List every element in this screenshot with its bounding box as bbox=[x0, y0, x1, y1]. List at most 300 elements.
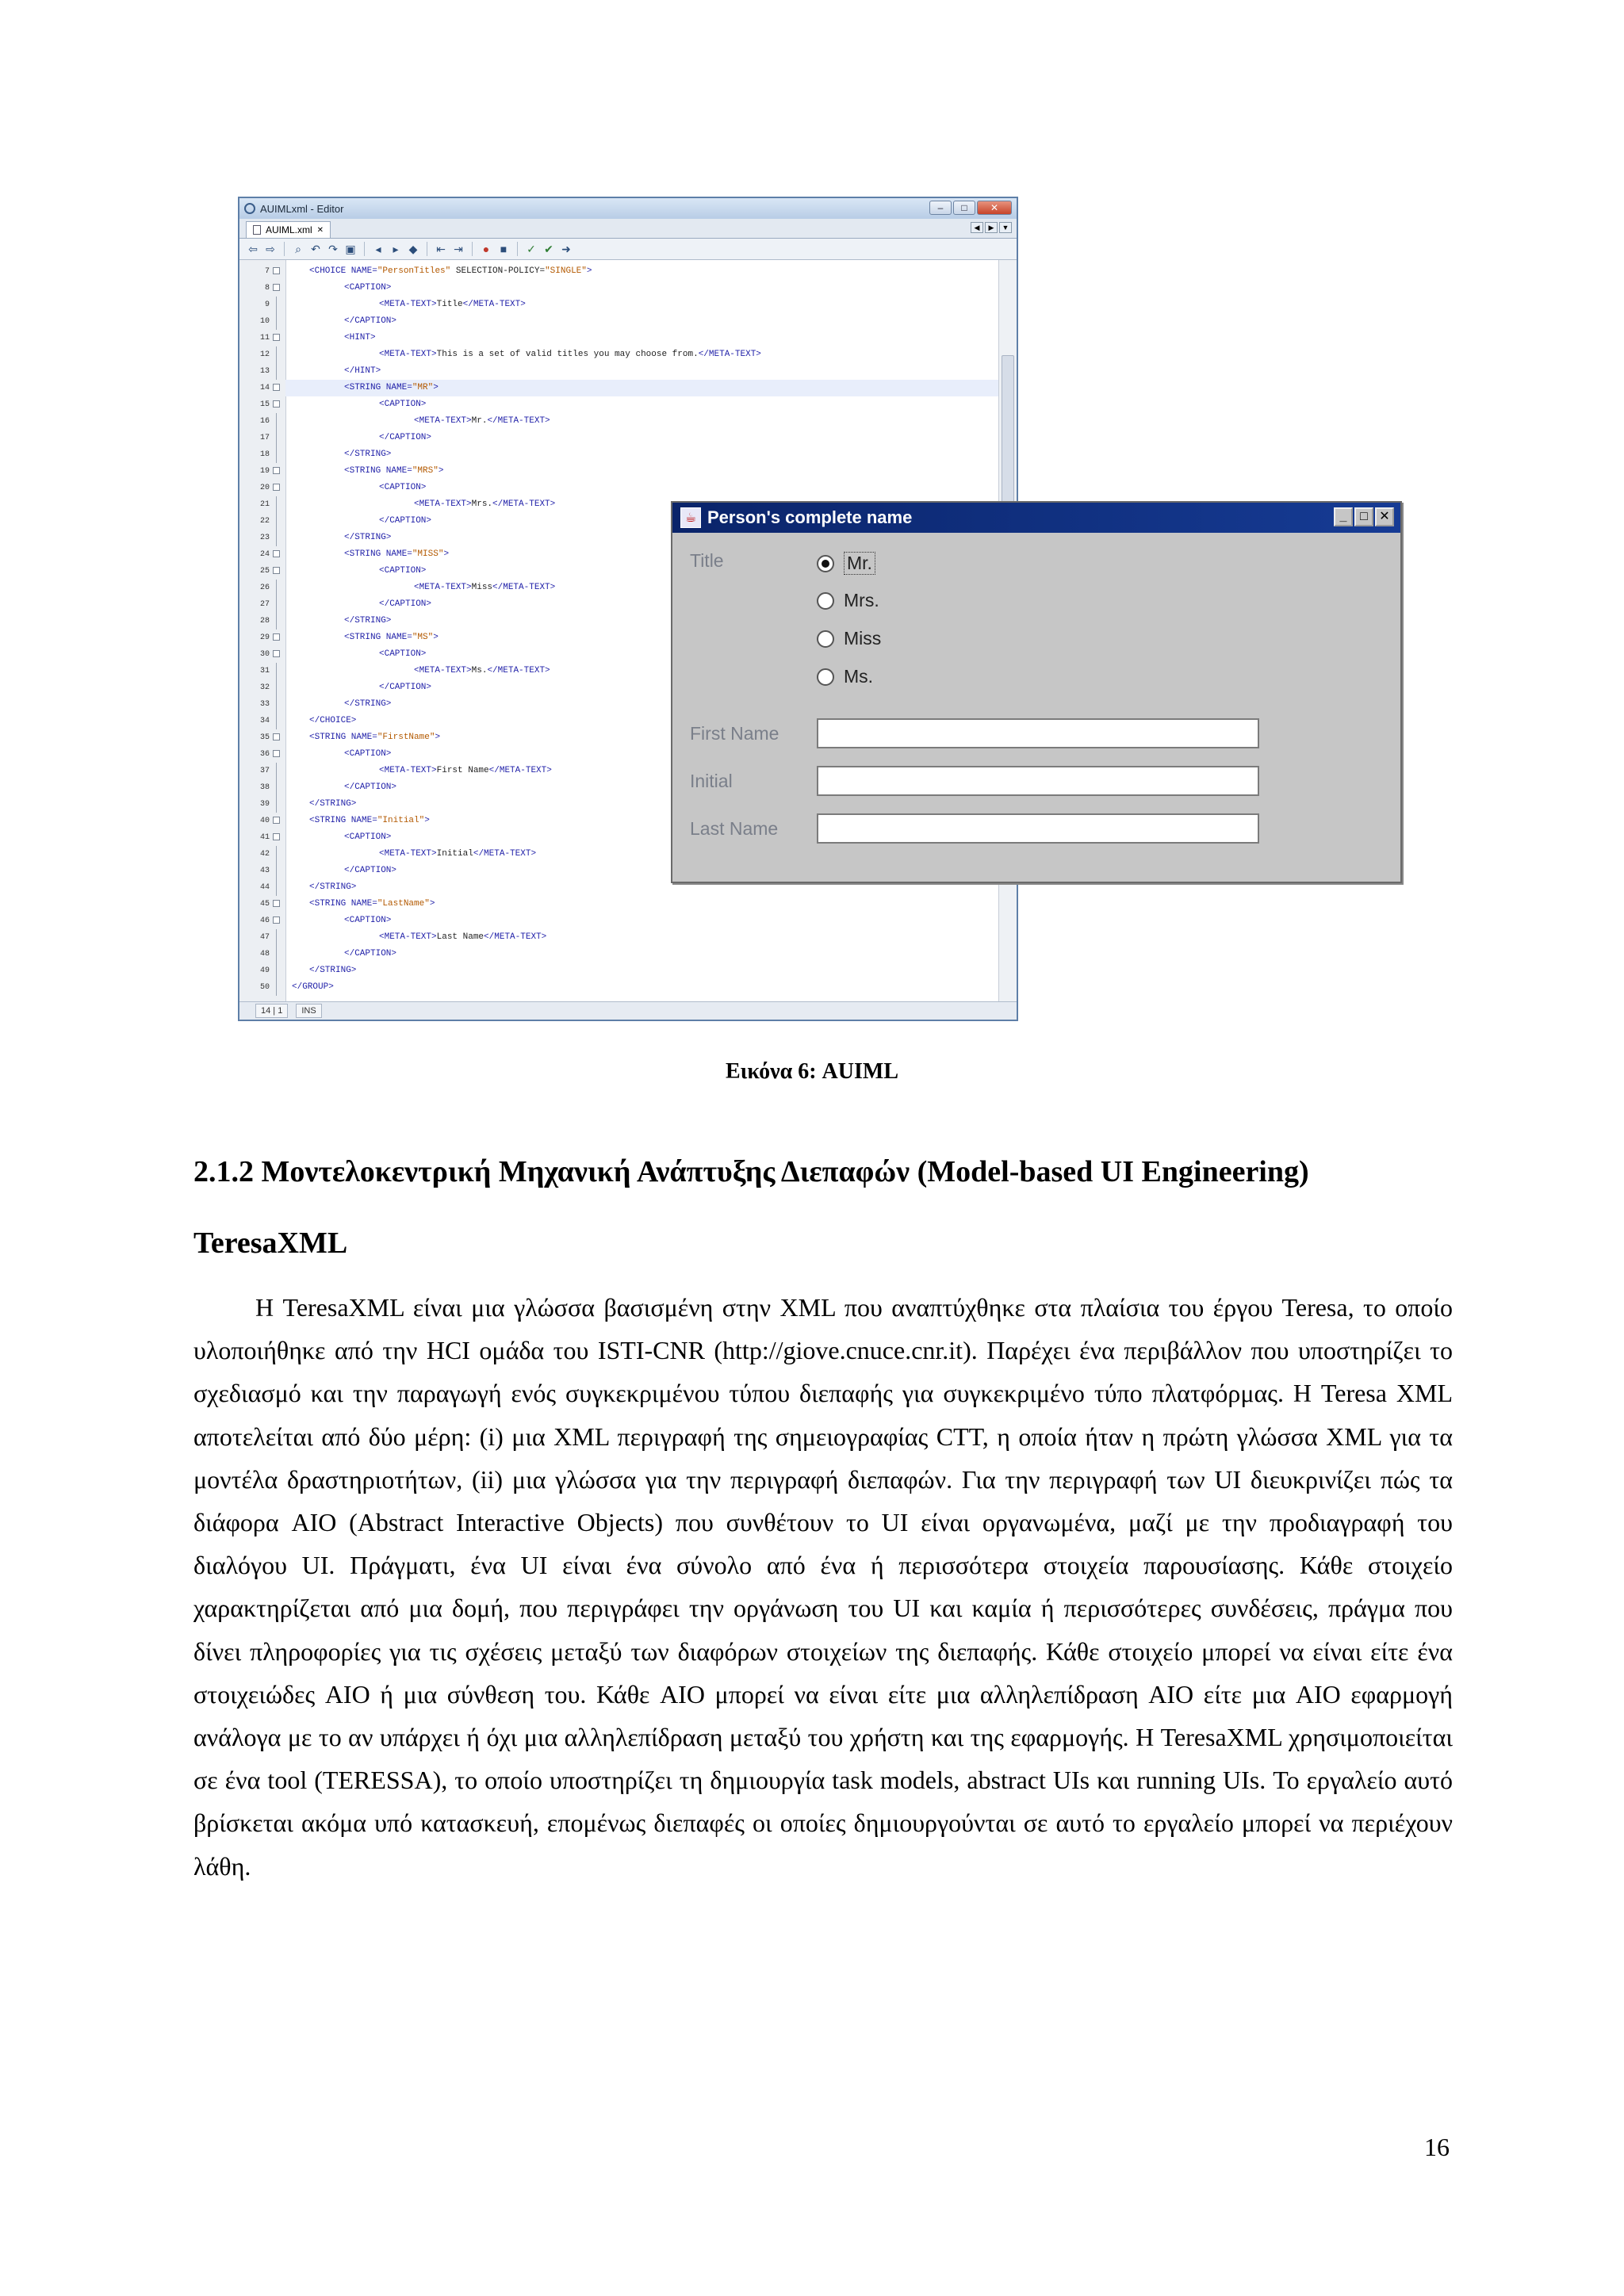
editor-toolbar bbox=[239, 239, 1017, 260]
line-number: 43 bbox=[259, 867, 270, 875]
fold-toggle-icon[interactable] bbox=[273, 267, 280, 274]
code-token: </CHOICE> bbox=[309, 716, 357, 725]
fold-guide bbox=[276, 696, 277, 713]
initial-label: Initial bbox=[690, 771, 733, 791]
code-text bbox=[338, 866, 396, 875]
code-token: </META-TEXT> bbox=[484, 932, 547, 942]
back-icon[interactable]: ⇦ bbox=[248, 242, 258, 255]
body-paragraph: Η TeresaXML είναι μια γλώσσα βασισμένη στην XML που αναπτύχθηκε στα πλαίσια του έργου Teresa, το οποίο υλοποιήθηκε από την HCI ομάδα του ISTI-CNR (http://giove.cnuce.cnr.it). Παρέχει ένα περιβάλλον που υποστηρίζει το σχεδιασμό και την παραγωγή ενός συγκεκριμένου τύπου διεπαφής για συγκεκριμένο τύπο πλατφόρμας. Η Teresa XML αποτελείται από δύο μέρη: (i) μια XML περιγραφή της σημειογραφίας CTT, η οποία ήταν η πρώτη γλώσσα XML για τα μοντέλα δραστηριοτήτων, (ii) μια γλώσσα για την περιγραφή διεπαφών. Για την περιγραφή των UI διευκρινίζει πώς τα διάφορα AIO (Abstract Interactive Objects) που συνθέτουν το UI είναι οργανωμένα, μαζί με την προδιαγραφή του διαλόγου UI. Πράγματι, ένα UI είναι ένα σύνολο από ένα ή περισσότερα στοιχεία παρουσίασης. Κάθε στοιχείο χαρακτηρίζεται από μια δομή, που περιγράφει την οργάνωση του UI και καμία ή περισσότερες συνδέσεις, πράγμα που δίνει πληροφορίες για τις σχέσεις μεταξύ των διαφόρων στοιχείων της διεπαφής. Κάθε στοιχείο μπορεί να είναι είτε ένα στοιχειώδες AIO ή μια σύνθεση του. Κάθε AIO μπορεί να είναι είτε μια αλληλεπίδραση AIO είτε μια AIO εφαρμογή ανάλογα με το αν υπάρχει ή όχι μια αλληλεπίδραση μεταξύ του χρήστη και της εφαρμογής. Η TeresaXML χρησιμοποιείται σε ένα tool (TERESSA), το οποίο υποστηρίζει τη δημιουργία task models, abstract UIs και running UIs. Το εργαλείο αυτό βρίσκεται ακόμα υπό κατασκευή, επομένως διεπαφές οι οποίες δημιουργούνται σε αυτό το εργαλείο μπορεί να περιέχουν λάθη. bbox=[193, 1293, 1454, 1881]
code-token: <META-TEXT> bbox=[414, 416, 472, 426]
fold-guide bbox=[276, 979, 277, 996]
line-number: 49 bbox=[259, 966, 270, 975]
fold-guide bbox=[276, 879, 277, 896]
dialog-title-bar bbox=[672, 503, 1400, 533]
code-token: <STRING NAME= bbox=[309, 899, 377, 909]
radio-unselected-icon bbox=[817, 630, 834, 648]
code-token: </STRING> bbox=[309, 966, 357, 975]
editor-window-controls bbox=[929, 201, 1012, 215]
insert-mode: INS bbox=[296, 1004, 321, 1018]
line-number: 35 bbox=[259, 733, 270, 742]
fold-toggle-icon[interactable] bbox=[273, 900, 280, 907]
figure-caption: Εικόνα 6: AUIML bbox=[726, 1059, 898, 1084]
find-previous-icon[interactable]: ↶ bbox=[311, 242, 320, 255]
bookmark-next-icon[interactable]: ▸ bbox=[393, 242, 399, 255]
code-line[interactable] bbox=[259, 913, 999, 929]
line-number: 50 bbox=[259, 983, 270, 992]
code-line[interactable] bbox=[264, 280, 999, 297]
code-text bbox=[338, 533, 391, 542]
code-token: </STRING> bbox=[309, 882, 357, 892]
fold-guide bbox=[276, 779, 277, 796]
line-number: 11 bbox=[259, 334, 270, 342]
fold-guide bbox=[276, 596, 277, 613]
code-token: Miss bbox=[471, 583, 493, 592]
code-token: </CAPTION> bbox=[379, 599, 432, 609]
maximize-icon[interactable]: □ bbox=[1354, 507, 1373, 526]
code-line[interactable] bbox=[259, 480, 999, 496]
fold-toggle-icon[interactable] bbox=[273, 633, 280, 641]
tab-auiml-xml[interactable] bbox=[246, 221, 331, 238]
code-text bbox=[303, 882, 356, 892]
code-token: <STRING NAME= bbox=[344, 549, 412, 559]
code-text bbox=[373, 566, 426, 576]
code-line[interactable] bbox=[259, 363, 999, 380]
code-line[interactable] bbox=[259, 330, 999, 346]
code-token: <STRING NAME= bbox=[344, 383, 412, 392]
code-text bbox=[303, 966, 356, 975]
code-token: </STRING> bbox=[344, 450, 392, 459]
editor-window-title: AUIMLxml - Editor bbox=[260, 202, 344, 215]
toolbar-separator bbox=[284, 242, 285, 256]
line-number: 27 bbox=[259, 600, 270, 609]
code-text bbox=[373, 683, 431, 692]
line-number: 8 bbox=[264, 284, 270, 293]
code-text bbox=[338, 466, 443, 476]
initial-input[interactable] bbox=[817, 766, 1259, 796]
code-token: Mr. bbox=[471, 416, 488, 426]
code-line[interactable] bbox=[259, 446, 999, 463]
code-text bbox=[338, 316, 396, 326]
tab-list-icon[interactable]: ▼ bbox=[999, 222, 1012, 233]
line-number: 19 bbox=[259, 467, 270, 476]
tab-scroll-left-icon[interactable]: ◀ bbox=[971, 222, 983, 233]
line-number: 31 bbox=[259, 667, 270, 675]
code-token: "FirstName" bbox=[377, 733, 435, 742]
tab-close-icon[interactable]: ✕ bbox=[316, 225, 324, 235]
fold-guide bbox=[276, 346, 277, 363]
code-token: <STRING NAME= bbox=[309, 816, 377, 825]
radio-selected-icon bbox=[817, 555, 834, 572]
radio-ms[interactable] bbox=[817, 666, 873, 687]
code-token: </CAPTION> bbox=[379, 516, 432, 526]
line-number: 36 bbox=[259, 750, 270, 759]
minimize-icon[interactable]: _ bbox=[1334, 507, 1353, 526]
code-token: </META-TEXT> bbox=[492, 583, 556, 592]
close-icon[interactable]: ✕ bbox=[977, 201, 1012, 215]
transform-icon[interactable]: ➜ bbox=[561, 242, 571, 255]
code-token: <META-TEXT> bbox=[379, 932, 437, 942]
code-token: <CAPTION> bbox=[344, 832, 392, 842]
code-token: "MISS" bbox=[412, 549, 444, 559]
code-token: </CAPTION> bbox=[344, 783, 397, 792]
code-token: <CAPTION> bbox=[379, 483, 427, 492]
code-text bbox=[338, 549, 449, 559]
code-text bbox=[373, 766, 552, 775]
line-number: 13 bbox=[259, 367, 270, 376]
code-token: <META-TEXT> bbox=[379, 849, 437, 859]
code-token: <STRING NAME= bbox=[344, 633, 412, 642]
line-number: 21 bbox=[259, 500, 270, 509]
code-token: > bbox=[429, 899, 435, 909]
code-text bbox=[303, 816, 430, 825]
radio-mr[interactable] bbox=[817, 552, 875, 575]
validate-xml-icon[interactable]: ✔ bbox=[544, 242, 553, 255]
editor-status-bar bbox=[239, 1001, 1017, 1020]
line-number: 9 bbox=[264, 300, 270, 309]
code-token: > bbox=[424, 816, 430, 825]
line-number: 17 bbox=[259, 434, 270, 442]
code-token: <META-TEXT> bbox=[379, 300, 437, 309]
code-token: </META-TEXT> bbox=[487, 666, 550, 675]
fold-toggle-icon[interactable] bbox=[273, 650, 280, 657]
dialog-title: Person's complete name bbox=[707, 507, 913, 527]
code-line[interactable] bbox=[259, 380, 999, 396]
toggle-highlight-icon[interactable]: ▣ bbox=[345, 242, 356, 255]
fold-guide bbox=[276, 679, 277, 696]
editor-tab-bar bbox=[239, 219, 1017, 239]
code-token: <META-TEXT> bbox=[414, 666, 472, 675]
line-number: 41 bbox=[259, 833, 270, 842]
code-line[interactable] bbox=[259, 313, 999, 330]
code-text bbox=[373, 516, 431, 526]
fold-toggle-icon[interactable] bbox=[273, 284, 280, 291]
code-token: <CAPTION> bbox=[379, 566, 427, 576]
code-text bbox=[373, 433, 431, 442]
code-line[interactable] bbox=[259, 946, 999, 962]
code-line[interactable] bbox=[264, 263, 999, 280]
tab-scroll-right-icon[interactable]: ▶ bbox=[985, 222, 998, 233]
code-text bbox=[338, 749, 391, 759]
code-token: > bbox=[435, 733, 441, 742]
fold-guide bbox=[276, 863, 277, 879]
bookmark-toggle-icon[interactable]: ◆ bbox=[408, 242, 418, 255]
fold-guide bbox=[276, 946, 277, 962]
line-number: 26 bbox=[259, 584, 270, 592]
code-text bbox=[338, 450, 391, 459]
line-number: 33 bbox=[259, 700, 270, 709]
code-text bbox=[338, 333, 376, 342]
line-number: 32 bbox=[259, 683, 270, 692]
line-number: 23 bbox=[259, 534, 270, 542]
code-token: <STRING NAME= bbox=[309, 733, 377, 742]
code-text bbox=[373, 483, 426, 492]
editor-title-bar bbox=[239, 198, 1017, 219]
code-text bbox=[338, 783, 396, 792]
code-token: <CAPTION> bbox=[379, 649, 427, 659]
code-token: <CHOICE NAME= bbox=[309, 266, 377, 276]
code-token: </CAPTION> bbox=[344, 866, 397, 875]
record-macro-icon[interactable]: ● bbox=[482, 243, 490, 255]
line-number: 22 bbox=[259, 517, 270, 526]
stop-macro-icon[interactable]: ■ bbox=[500, 243, 508, 255]
code-text bbox=[303, 799, 356, 809]
code-line[interactable] bbox=[259, 929, 999, 946]
code-token: "MS" bbox=[412, 633, 434, 642]
code-token: This is a set of valid titles you may choose from. bbox=[436, 350, 699, 359]
code-token: SELECTION-POLICY= bbox=[450, 266, 546, 276]
radio-mrs[interactable] bbox=[817, 590, 879, 611]
code-token: </META-TEXT> bbox=[462, 300, 526, 309]
app-icon bbox=[244, 203, 255, 214]
code-token: </CAPTION> bbox=[344, 316, 397, 326]
tab-label: AUIML.xml bbox=[266, 224, 312, 235]
line-number: 30 bbox=[259, 650, 270, 659]
code-token: <CAPTION> bbox=[344, 749, 392, 759]
line-number: 34 bbox=[259, 717, 270, 725]
fold-toggle-icon[interactable] bbox=[273, 833, 280, 840]
line-number: 46 bbox=[259, 916, 270, 925]
code-token: <META-TEXT> bbox=[379, 350, 437, 359]
code-line[interactable] bbox=[264, 297, 999, 313]
line-number: 28 bbox=[259, 617, 270, 626]
fold-guide bbox=[276, 446, 277, 463]
line-number: 20 bbox=[259, 484, 270, 492]
fold-guide bbox=[276, 297, 277, 313]
toolbar-separator bbox=[517, 242, 518, 256]
fold-toggle-icon[interactable] bbox=[273, 550, 280, 557]
line-number: 25 bbox=[259, 567, 270, 576]
line-number: 40 bbox=[259, 817, 270, 825]
code-token: </STRING> bbox=[309, 799, 357, 809]
line-number: 45 bbox=[259, 900, 270, 909]
shift-left-icon[interactable]: ⇤ bbox=[436, 242, 446, 255]
code-text bbox=[338, 699, 391, 709]
line-number: 37 bbox=[259, 767, 270, 775]
maximize-icon[interactable]: □ bbox=[953, 201, 975, 215]
code-text bbox=[373, 599, 431, 609]
code-token: </CAPTION> bbox=[379, 683, 432, 692]
code-token: "MRS" bbox=[412, 466, 439, 476]
fold-guide bbox=[276, 763, 277, 779]
person-name-dialog bbox=[671, 501, 1402, 883]
line-number: 15 bbox=[259, 400, 270, 409]
title-label: Title bbox=[690, 550, 724, 571]
code-token: </STRING> bbox=[344, 699, 392, 709]
search-icon[interactable]: ⌕ bbox=[295, 242, 301, 255]
code-token: <CAPTION> bbox=[344, 916, 392, 925]
code-line[interactable] bbox=[259, 413, 999, 430]
code-text bbox=[338, 916, 391, 925]
fold-toggle-icon[interactable] bbox=[273, 334, 280, 341]
fold-guide bbox=[276, 962, 277, 979]
fold-toggle-icon[interactable] bbox=[273, 484, 280, 491]
last-name-input[interactable] bbox=[817, 813, 1259, 844]
code-token: Title bbox=[436, 300, 463, 309]
fold-toggle-icon[interactable] bbox=[273, 733, 280, 740]
tab-navigation bbox=[971, 222, 1012, 233]
code-token: </STRING> bbox=[344, 533, 392, 542]
code-text bbox=[408, 416, 550, 426]
first-name-input[interactable] bbox=[817, 718, 1259, 748]
java-icon: ☕ bbox=[680, 507, 701, 528]
code-text bbox=[373, 300, 526, 309]
line-number: 29 bbox=[259, 633, 270, 642]
code-text bbox=[373, 849, 536, 859]
code-token: > bbox=[438, 466, 444, 476]
check-xml-icon[interactable]: ✓ bbox=[527, 242, 536, 255]
code-text bbox=[373, 932, 546, 942]
code-line[interactable] bbox=[259, 396, 999, 413]
document-icon bbox=[253, 225, 261, 235]
code-token: > bbox=[586, 266, 592, 276]
code-text bbox=[338, 366, 381, 376]
code-text bbox=[408, 666, 550, 675]
code-line[interactable] bbox=[259, 896, 999, 913]
fold-guide bbox=[276, 613, 277, 629]
code-token: Ms. bbox=[471, 666, 488, 675]
code-text bbox=[303, 899, 435, 909]
line-number: 14 bbox=[259, 384, 270, 392]
code-token: First Name bbox=[436, 766, 489, 775]
code-token: "PersonTitles" bbox=[377, 266, 451, 276]
fold-guide bbox=[276, 580, 277, 596]
code-token: > bbox=[443, 549, 450, 559]
code-token: </META-TEXT> bbox=[473, 849, 537, 859]
code-token: </META-TEXT> bbox=[492, 499, 556, 509]
line-number: 42 bbox=[259, 850, 270, 859]
radio-mr-label: Mr. bbox=[844, 552, 875, 575]
code-text bbox=[338, 832, 391, 842]
dialog-window-controls bbox=[1334, 507, 1394, 526]
line-number: 48 bbox=[259, 950, 270, 959]
code-token: <META-TEXT> bbox=[379, 766, 437, 775]
code-token: > bbox=[433, 633, 439, 642]
code-text bbox=[303, 266, 592, 276]
code-token: </CAPTION> bbox=[344, 949, 397, 959]
fold-guide bbox=[276, 796, 277, 813]
fold-toggle-icon[interactable] bbox=[273, 384, 280, 391]
code-line[interactable] bbox=[259, 962, 999, 979]
radio-unselected-icon bbox=[817, 668, 834, 686]
find-next-icon[interactable]: ↷ bbox=[328, 242, 338, 255]
line-number: 38 bbox=[259, 783, 270, 792]
minimize-icon[interactable]: – bbox=[929, 201, 952, 215]
code-text bbox=[373, 649, 426, 659]
radio-miss-label: Miss bbox=[844, 628, 882, 649]
code-token: </STRING> bbox=[344, 616, 392, 626]
code-token: <META-TEXT> bbox=[414, 499, 472, 509]
code-token: </META-TEXT> bbox=[487, 416, 550, 426]
code-line[interactable] bbox=[259, 979, 999, 996]
code-token: <HINT> bbox=[344, 333, 376, 342]
code-text bbox=[338, 949, 396, 959]
code-line[interactable] bbox=[259, 430, 999, 446]
line-number: 18 bbox=[259, 450, 270, 459]
line-number: 24 bbox=[259, 550, 270, 559]
code-token: Mrs. bbox=[471, 499, 493, 509]
code-text bbox=[338, 616, 391, 626]
fold-toggle-icon[interactable] bbox=[273, 750, 280, 757]
fold-guide bbox=[276, 713, 277, 729]
code-line[interactable] bbox=[259, 346, 999, 363]
code-token: </META-TEXT> bbox=[698, 350, 761, 359]
fold-toggle-icon[interactable] bbox=[273, 916, 280, 924]
fold-guide bbox=[276, 313, 277, 330]
code-text bbox=[373, 400, 426, 409]
code-text bbox=[303, 733, 440, 742]
code-token: <META-TEXT> bbox=[414, 583, 472, 592]
code-text bbox=[408, 583, 555, 592]
line-number: 7 bbox=[264, 267, 270, 276]
code-token: Last Name bbox=[436, 932, 485, 942]
code-token: "LastName" bbox=[377, 899, 430, 909]
toolbar-separator bbox=[472, 242, 473, 256]
code-token: </CAPTION> bbox=[379, 433, 432, 442]
fold-guide bbox=[276, 363, 277, 380]
code-text bbox=[373, 350, 761, 359]
fold-toggle-icon[interactable] bbox=[273, 400, 280, 408]
code-token: > bbox=[433, 383, 439, 392]
radio-unselected-icon bbox=[817, 592, 834, 610]
line-number: 39 bbox=[259, 800, 270, 809]
fold-guide bbox=[276, 513, 277, 530]
code-token: "SINGLE" bbox=[545, 266, 587, 276]
radio-miss[interactable] bbox=[817, 628, 881, 649]
code-text bbox=[285, 982, 334, 992]
code-token: </GROUP> bbox=[292, 982, 334, 992]
code-text bbox=[408, 499, 555, 509]
fold-guide bbox=[276, 929, 277, 946]
code-token: <CAPTION> bbox=[379, 400, 427, 409]
code-text bbox=[338, 383, 439, 392]
line-number: 12 bbox=[259, 350, 270, 359]
forward-icon[interactable]: ⇨ bbox=[266, 242, 275, 255]
code-token: "MR" bbox=[412, 383, 434, 392]
line-number: 16 bbox=[259, 417, 270, 426]
shift-right-icon[interactable]: ⇥ bbox=[454, 242, 463, 255]
code-text bbox=[338, 633, 439, 642]
line-number: 47 bbox=[259, 933, 270, 942]
code-text bbox=[338, 283, 391, 293]
fold-guide bbox=[276, 430, 277, 446]
last-name-label: Last Name bbox=[690, 818, 779, 839]
code-text bbox=[303, 716, 356, 725]
first-name-label: First Name bbox=[690, 723, 779, 744]
code-token: Initial bbox=[436, 849, 473, 859]
fold-guide bbox=[276, 413, 277, 430]
bookmark-previous-icon[interactable]: ◂ bbox=[375, 242, 381, 255]
fold-toggle-icon[interactable] bbox=[273, 567, 280, 574]
code-token: </META-TEXT> bbox=[488, 766, 552, 775]
radio-ms-label: Ms. bbox=[844, 666, 874, 687]
code-token: <CAPTION> bbox=[344, 283, 392, 293]
radio-mrs-label: Mrs. bbox=[844, 590, 879, 610]
line-number: 10 bbox=[259, 317, 270, 326]
line-number: 44 bbox=[259, 883, 270, 892]
close-icon[interactable]: ✕ bbox=[1375, 507, 1394, 526]
fold-toggle-icon[interactable] bbox=[273, 817, 280, 824]
code-line[interactable] bbox=[259, 463, 999, 480]
fold-guide bbox=[276, 496, 277, 513]
fold-toggle-icon[interactable] bbox=[273, 467, 280, 474]
cursor-position: 14 | 1 bbox=[255, 1004, 288, 1018]
fold-guide bbox=[276, 663, 277, 679]
toolbar-separator bbox=[364, 242, 365, 256]
fold-guide bbox=[276, 846, 277, 863]
fold-guide bbox=[276, 530, 277, 546]
code-token: </HINT> bbox=[344, 366, 381, 376]
page-number: 16 bbox=[1424, 2133, 1450, 2161]
